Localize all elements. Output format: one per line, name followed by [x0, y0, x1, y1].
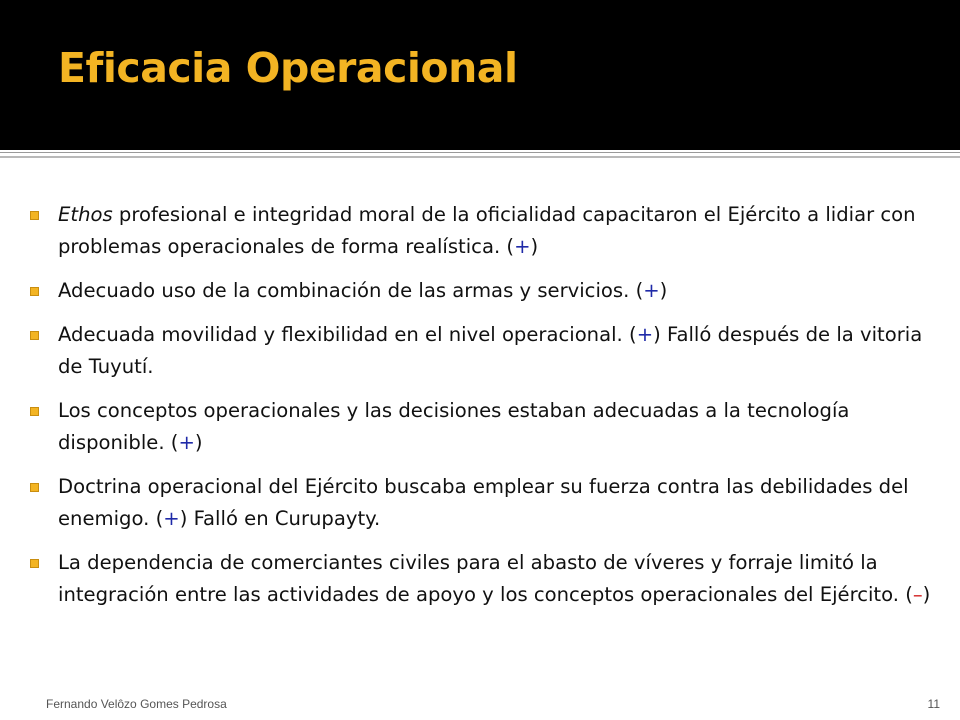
title-bar — [0, 0, 960, 150]
bullet-text: Los conceptos operacionales y las decisiones estaban adecuadas a la tecnología disponible. — [58, 399, 850, 454]
bullet-item — [26, 547, 946, 611]
page-number: 11 — [927, 697, 940, 711]
bullet-text: Adecuado uso de la combinación de las armas y servicios. — [58, 279, 630, 302]
bullet-item — [26, 319, 946, 383]
indicator-symbol: + — [514, 235, 531, 258]
indicator-symbol: + — [178, 431, 195, 454]
indicator: (+) — [635, 279, 668, 302]
bullet-item — [26, 471, 946, 535]
footer-author: Fernando Velôzo Gomes Pedrosa — [46, 697, 227, 711]
indicator-symbol: – — [912, 583, 923, 606]
indicator: (–) — [905, 583, 931, 606]
indicator: (+) — [170, 431, 203, 454]
indicator-symbol: + — [636, 323, 654, 346]
bullet-text: La dependencia de comerciantes civiles para el abasto de víveres y forraje limitó la integración entre las actividades de apoyo y los conceptos operacionales del Ejército. — [58, 551, 899, 606]
bullet-item — [26, 275, 946, 307]
bullet-note: Falló después de la vitoria de Tuyutí. — [58, 323, 923, 378]
slide-title: Eficacia Operacional — [58, 44, 518, 92]
indicator-symbol: + — [643, 279, 660, 302]
bullet-marker-icon — [30, 211, 39, 220]
divider-line-secondary — [0, 156, 960, 158]
bullet-text: profesional e integridad moral de la oficialidad capacitaron el Ejército a lidiar con problemas operacionales de forma realística. — [58, 203, 916, 258]
bullet-item — [26, 395, 946, 459]
divider-line — [0, 152, 960, 153]
bullet-marker-icon — [30, 287, 39, 296]
bullet-text: Doctrina operacional del Ejército buscaba emplear su fuerza contra las debilidades del enemigo. — [58, 475, 909, 530]
bullet-italic-lead: Ethos — [58, 203, 113, 226]
indicator-symbol: + — [163, 507, 180, 530]
bullet-marker-icon — [30, 407, 39, 416]
bullet-list — [26, 199, 946, 623]
indicator: (+) — [155, 507, 188, 530]
bullet-item — [26, 199, 946, 263]
indicator: (+) — [506, 235, 539, 258]
bullet-note: Falló en Curupayty. — [187, 507, 381, 530]
bullet-text: Adecuada movilidad y flexibilidad en el nivel operacional. — [58, 323, 623, 346]
bullet-marker-icon — [30, 331, 39, 340]
indicator: (+) — [629, 323, 661, 346]
bullet-marker-icon — [30, 483, 39, 492]
bullet-marker-icon — [30, 559, 39, 568]
